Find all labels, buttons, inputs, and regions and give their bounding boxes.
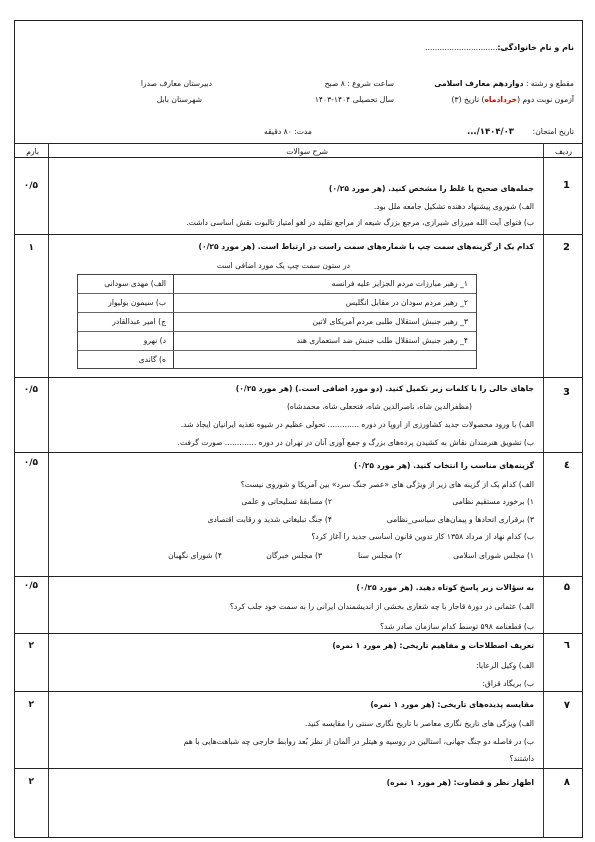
option-item: ۱) برخورد مستقیم نظامی xyxy=(452,497,534,506)
exam-date-value: ۱۴۰۴/۰۳/... xyxy=(466,127,514,137)
question-title: به سؤالات زیر پاسخ کوتاه دهید. (هر مورد ۰/۲۵) xyxy=(356,583,534,592)
option-item: ۲) مسابقهٔ تسلیحاتی و علمی xyxy=(241,497,332,506)
question-number: 3 xyxy=(563,387,570,398)
question-line: الف) با ورود محصولات جدید کشاورزی از اروپا در دوره ............. تحولی عظیم در شیوه تغذیه ایرانیان ایجاد شد. xyxy=(180,420,534,429)
questions-column-header: شرح سوالات xyxy=(286,147,328,156)
question-score: ۱ xyxy=(28,243,34,253)
matching-right-item: ۴_ رهبر جنبش استقلال طلب جنبش ضد استعماری هند xyxy=(296,336,468,345)
question-line: داشتند؟ xyxy=(509,754,534,763)
question-score: ۰/۵ xyxy=(23,385,38,395)
question-number: ٦ xyxy=(563,640,570,651)
score-column-header: بارم xyxy=(26,147,39,156)
score-divider xyxy=(48,143,49,837)
row-separator xyxy=(15,768,582,769)
question-title: مقایسه پدیده‌های تاریخی: (هر مورد ۱ نمره) xyxy=(370,700,534,709)
school-year: سال تحصیلی ۱۴۰۴-۱۴۰۳ xyxy=(314,95,394,104)
question-number: ٤ xyxy=(563,460,570,471)
table-header-border xyxy=(15,157,582,158)
matching-divider xyxy=(173,275,174,368)
option-item: ۳) مجلس خبرگان xyxy=(266,551,322,560)
question-title: اظهار نظر و قضاوت: (هر مورد ۱ نمره) xyxy=(386,778,534,787)
question-score: ۲ xyxy=(28,641,34,651)
question-line: ب) بریگاد قزاق: xyxy=(482,679,534,688)
school-city: شهرستان بابل xyxy=(156,95,202,104)
option-item: ۴) شورای نگهبان xyxy=(168,551,222,560)
exam-sheet xyxy=(14,20,583,838)
matching-right-item: ۳_ رهبر جنبش استقلال طلبی مردم آمریکای لاتین xyxy=(312,317,468,326)
question-subtitle: (مظفرالدین شاه، ناصرالدین شاه، فتحعلی شاه، محمدشاه) xyxy=(286,402,472,411)
row-separator xyxy=(15,452,582,453)
question-number: ۵ xyxy=(563,582,570,593)
exam-date-label: تاریخ امتحان: xyxy=(532,127,574,136)
question-line: الف) وکیل الرعایا: xyxy=(476,661,534,670)
matching-left-item: د) نهرو xyxy=(143,336,166,345)
question-score: ۰/۵ xyxy=(23,458,38,468)
exam-title-prefix: آزمون نوبت دوم ( xyxy=(517,95,574,104)
row-separator xyxy=(15,633,582,634)
matching-left-item: ب) سیمون بولیوار xyxy=(108,298,166,307)
matching-table xyxy=(77,274,477,369)
question-number: 1 xyxy=(563,180,570,191)
question-title: جاهای خالی را با کلمات زیر تکمیل کنید. (دو مورد اضافی است.) (هر مورد ۰/۲۵) xyxy=(235,384,534,393)
question-line: الف) کدام یک از گزینه های زیر از ویژگی های «عصر جنگ سرد» بین آمریکا و شوروی نیست؟ xyxy=(240,480,534,489)
question-score: ۰/۵ xyxy=(23,181,38,191)
question-score: ۲ xyxy=(28,777,34,787)
question-line: الف) عثمانی در دورهٔ قاجار با چه شعاری بخشی از اندیشمندان ایرانی را به سمت خود جلب کرد؟ xyxy=(229,602,534,611)
grade-value: دوازدهم معارف اسلامی xyxy=(434,79,524,88)
matching-left-item: ج) امیر عبدالقادر xyxy=(112,317,166,326)
row-separator xyxy=(15,576,582,577)
option-item: ۲) مجلس سنا xyxy=(357,551,402,560)
question-line: ب) قطعنامه ۵۹۸ توسط کدام سازمان صادر شد؟ xyxy=(379,622,534,631)
exam-title xyxy=(452,95,574,105)
option-item: ۳) برقراری اتحادها و پیمان‌های سیاسی_نظامی xyxy=(386,515,534,524)
question-line: ب) فتوای آیت الله میرزای شیرازی، مرجع بزرگ شیعه از مراجع تقلید در لغو امتیاز تالبوت نقش اساسی داشت. xyxy=(186,218,534,227)
student-name-label: نام و نام خانوادگی: xyxy=(497,43,574,52)
matching-left-item: ه) گاندی xyxy=(138,355,166,364)
question-subtitle: در ستون سمت چپ یک مورد اضافی است xyxy=(216,261,350,270)
exam-month: خرداد‌ماه xyxy=(484,95,518,104)
question-score: ۰/۵ xyxy=(23,581,38,591)
question-line: الف) شوروی پیشنهاد دهنده تشکیل جامعه ملل بود. xyxy=(373,202,534,211)
student-name-blank[interactable]: .................................... xyxy=(425,43,512,52)
question-number: ۸ xyxy=(563,777,570,788)
matching-right-item: ۱_ رهبر مبارزات مردم الجزایر علیه فرانسه xyxy=(331,279,468,288)
question-line: ب) تشویق هنرمندان نقاش به کشیدن پرده‌های بزرگ و جمع آوری آنان در تهران در دوره ............. صورت گرفت. xyxy=(177,438,534,447)
grade-label: مقطع و رشته : xyxy=(523,79,574,88)
question-title: جمله‌های صحیح یا غلط را مشخص کنید. (هر مورد ۰/۲۵) xyxy=(328,184,534,193)
question-title: گزینه‌های مناسب را انتخاب کنید. (هر مورد ۰/۲۵) xyxy=(353,461,534,470)
row-separator xyxy=(15,377,582,378)
exam-duration: مدت: ۸۰ دقیقه xyxy=(264,127,312,136)
grade-field xyxy=(434,79,574,89)
question-line: ب) در فاصله دو جنگ جهانی، استالین در روسیه و هیتلر در آلمان از نظر بُعد روابط خارجی چه شباهت‌هایی با هم xyxy=(183,737,534,746)
question-number: 2 xyxy=(563,242,570,253)
row-number-divider xyxy=(543,143,544,837)
question-line: الف) ویژگی های تاریخ نگاری معاصر با تاریخ نگاری سنتی را مقایسه کنید. xyxy=(304,719,534,728)
table-top-border xyxy=(15,143,582,144)
row-separator xyxy=(15,234,582,235)
matching-left-item: الف) مهدی سودانی xyxy=(104,279,166,288)
start-time: ساعت شروع : ۸ صبح xyxy=(324,79,394,88)
question-title: کدام یک از گزینه‌های سمت چپ با شماره‌های سمت راست در ارتباط است. (هر مورد ۰/۲۵) xyxy=(198,242,534,251)
question-title: تعریف اصطلاحات و مفاهیم تاریخی: (هر مورد ۱ نمره) xyxy=(332,641,534,650)
exam-title-suffix: ) تاریخ (۳) xyxy=(451,95,485,104)
option-item: ۱) مجلس شورای اسلامی xyxy=(453,551,534,560)
question-score: ۲ xyxy=(28,700,34,710)
row-column-header: ردیف xyxy=(554,147,572,156)
question-number: ۷ xyxy=(563,700,570,711)
row-separator xyxy=(15,691,582,692)
question-line: ب) کدام نهاد از مرداد ۱۳۵۸ کار تدوین قانون اساسی جدید را آغاز کرد؟ xyxy=(311,532,534,541)
matching-right-item: ۲_ رهبر مردم سودان در مقابل انگلیس xyxy=(345,298,468,307)
option-item: ۴) جنگ تبلیغاتی شدید و رقابت اقتصادی xyxy=(207,515,332,524)
school-name: دبیرستان معارف صدرا xyxy=(140,79,212,88)
